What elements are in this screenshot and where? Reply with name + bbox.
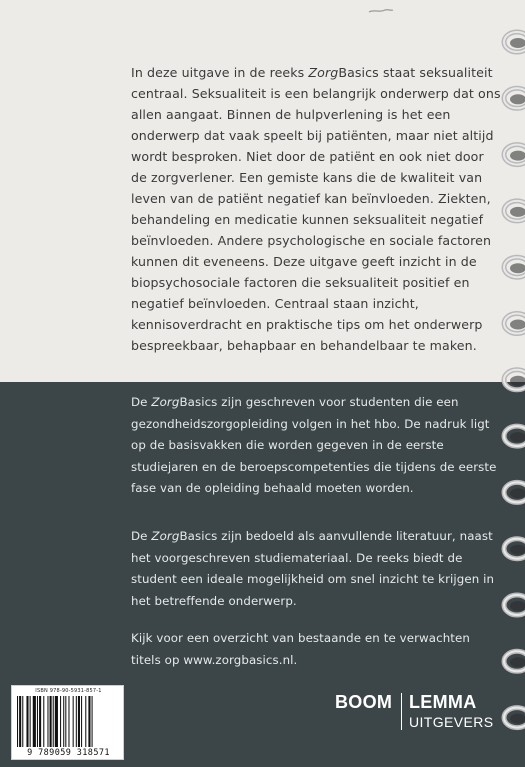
barcode-bar (60, 696, 61, 747)
website-note: Kijk voor een overzicht van bestaande en te verwachten titels op www.zorgbasics.nl. (131, 631, 470, 667)
barcode-bar (33, 696, 36, 747)
binding-ring (504, 145, 525, 165)
series-purpose-paragraph: De ZorgBasics zijn bedoeld als aanvullende literatuur, naast het voorgeschreven studiemateriaal. De reeks biedt de student een ideale mogelijkheid om snel inzicht te krijgen in het betreffende onderwerp. (131, 529, 495, 608)
barcode-bar (55, 696, 58, 747)
barcode-bar (37, 696, 38, 747)
publisher-name-lemma: LEMMA (409, 692, 477, 712)
binding-ring (504, 482, 525, 502)
binding-ring (504, 314, 525, 334)
binding-ring (504, 257, 525, 277)
barcode-bar (81, 696, 82, 747)
binding-ring (504, 595, 525, 615)
barcode-bar (43, 696, 44, 747)
isbn-barcode-label (11, 685, 124, 760)
barcode-bar (88, 696, 90, 747)
barcode-bar (85, 696, 86, 747)
publisher-subtitle: UITGEVERS (409, 714, 494, 730)
barcode-bar (73, 696, 74, 747)
binding-ring (504, 651, 525, 671)
barcode-digits: 9 789059 318571 (27, 748, 110, 758)
barcode-bar (53, 696, 54, 747)
barcode-bars (17, 696, 118, 747)
barcode-bar (26, 696, 28, 747)
intro-paragraph: In deze uitgave in de reeks ZorgBasics staat seksualiteit centraal. Seksualiteit is een belangrijk onderwerp dat ons allen aangaat. Binnen de hulpverlening is het een onderwerp dat vaak speelt bij patiënten, maar niet altijd wordt besproken. Niet door de patiënt en ook niet door de zorgverlener. Een gemiste kans die de kwaliteit van leven van de patiënt negatief kan beïnvloeden. Ziekten, behandeling en medicatie kunnen seksualiteit negatief beïnvloeden. Andere psychologische en sociale factoren kunnen dit eveneens. Deze uitgave geeft inzicht in de biopsychosociale factoren die seksualiteit positief en negatief beïnvloeden. Centraal staan inzicht, kennisoverdracht en praktische tips om het onderwerp bespreekbaar, behapbaar en behandelbaar te maken. (131, 65, 501, 353)
isbn-number: ISBN 978-90-5931-857-1 (35, 688, 102, 694)
binding-ring (504, 88, 525, 108)
barcode-bar (78, 696, 80, 747)
barcode-bar (68, 696, 69, 747)
binding-ring (504, 426, 525, 446)
barcode-bar (19, 696, 21, 747)
barcode-bar (47, 696, 48, 747)
barcode-bar (22, 696, 23, 747)
barcode-bar (63, 696, 64, 747)
binding-ring (504, 32, 525, 52)
binding-ring (504, 201, 525, 221)
publisher-logo (335, 692, 494, 732)
barcode-bar (50, 696, 52, 747)
barcode-bar (92, 696, 93, 747)
barcode-bar (30, 696, 31, 747)
paper-dent-mark (368, 8, 394, 14)
binding-ring (504, 370, 525, 390)
barcode-bar (65, 696, 66, 747)
publisher-name-boom: BOOM (335, 692, 393, 712)
spiral-binding (495, 0, 525, 767)
series-description-paragraph: De ZorgBasics zijn geschreven voor studenten die een gezondheidszorgopleiding volgen in het hbo. De nadruk ligt op de basisvakken die worden gegeven in de eerste studiejaren en de beroepscompetenties die tijdens de eerste fase van de opleiding behaald moeten worden. (131, 395, 497, 495)
binding-ring (504, 708, 525, 728)
barcode-bar (39, 696, 41, 747)
binding-ring (504, 539, 525, 559)
logo-divider (401, 693, 402, 730)
cover-top-section (0, 0, 525, 382)
barcode-bar (17, 696, 18, 747)
barcode-bar (76, 696, 77, 747)
